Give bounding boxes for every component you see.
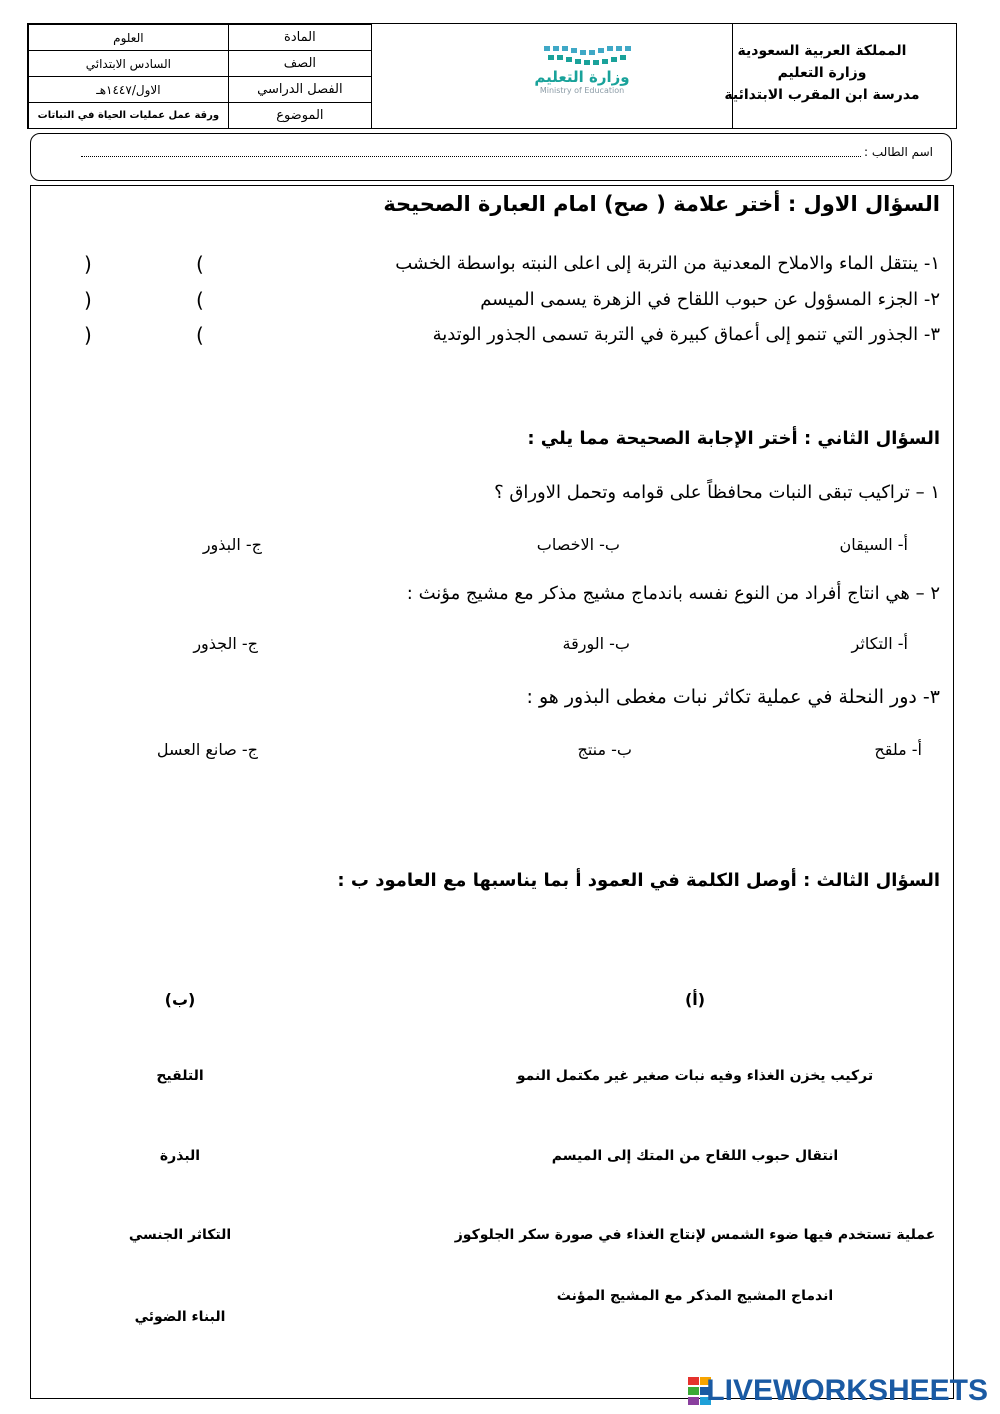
- q1-answer-3-open[interactable]: (: [196, 323, 204, 347]
- liveworksheets-watermark: LIVEWORKSHEETS: [706, 1374, 988, 1407]
- q2-question-2: ٢ – هي انتاج أفراد من النوع نفسه باندماج مشيج مذكر مع مشيج مؤنث :: [406, 583, 940, 604]
- column-a-item-4[interactable]: اندماج المشيج المذكر مع المشيج المؤنث: [556, 1288, 834, 1304]
- q2-q3-option-b[interactable]: ب- منتج: [577, 740, 632, 759]
- q2-q1-option-c[interactable]: ج- البذور: [202, 535, 262, 554]
- student-name-field[interactable]: [81, 156, 861, 157]
- info-table: [28, 24, 372, 129]
- subject-label: المادة: [228, 25, 371, 51]
- grade-value: السادس الابتدائي: [29, 51, 229, 77]
- column-a-header: (أ): [684, 990, 706, 1009]
- q2-q2-option-a[interactable]: أ- التكاثر: [851, 634, 908, 653]
- topic-value: ورقة عمل عمليات الحياة في النباتات: [29, 103, 229, 129]
- q2-question-1: ١ – تراكيب تبقى النبات محافظاً على قوامه وتحمل الاوراق ؟: [494, 482, 940, 503]
- student-name-box[interactable]: [30, 133, 952, 181]
- q2-q2-option-b[interactable]: ب- الورقة: [562, 634, 630, 653]
- header: [27, 23, 957, 129]
- school-name: مدرسة ابن المقرب الابتدائية: [724, 87, 920, 103]
- logo-subtext: Ministry of Education: [539, 86, 625, 95]
- logo-text: وزارة التعليم: [534, 68, 630, 86]
- grade-label: الصف: [228, 51, 371, 77]
- semester-value: الاول/١٤٤٧هـ: [29, 77, 229, 103]
- column-b-item-4[interactable]: البناء الضوئي: [134, 1309, 226, 1325]
- q1-item-3: ٣- الجذور التي تنمو إلى أعماق كبيرة في التربة تسمى الجذور الوتدية: [432, 324, 940, 345]
- topic-label: الموضوع: [228, 103, 371, 129]
- semester-label: الفصل الدراسي: [228, 77, 371, 103]
- column-a-item-2[interactable]: انتقال حبوب اللقاح من المتك إلى الميسم: [551, 1148, 839, 1164]
- q2-q3-option-c[interactable]: ج- صانع العسل: [156, 740, 258, 759]
- school-info: [712, 40, 932, 106]
- q3-title: السؤال الثالث : أوصل الكلمة في العمود أ بما يناسبها مع العامود ب :: [337, 870, 940, 891]
- q2-title: السؤال الثاني : أختر الإجابة الصحيحة مما يلي :: [527, 428, 940, 449]
- column-b-header: (ب): [164, 990, 196, 1009]
- ministry-logo: [372, 24, 733, 128]
- q1-answer-1-open[interactable]: (: [196, 252, 204, 276]
- ministry-name: وزارة التعليم: [777, 65, 867, 81]
- q2-q3-option-a[interactable]: أ- ملقح: [874, 740, 922, 759]
- q1-answer-2-open[interactable]: (: [196, 288, 204, 312]
- column-a-item-1[interactable]: تركيب يخزن الغذاء وفيه نبات صغير غير مكتمل النمو: [516, 1068, 874, 1084]
- q2-q1-option-b[interactable]: ب- الاخصاب: [536, 535, 620, 554]
- subject-value: العلوم: [29, 25, 229, 51]
- column-a-item-3[interactable]: عملية تستخدم فيها ضوء الشمس لإنتاج الغذاء في صورة سكر الجلوكوز: [454, 1227, 936, 1243]
- q1-item-1: ١- ينتقل الماء والاملاح المعدنية من التربة إلى اعلى النبته بواسطة الخشب: [395, 253, 940, 274]
- column-b-item-2[interactable]: البذرة: [159, 1148, 201, 1164]
- q1-answer-1-close[interactable]: ): [84, 252, 92, 276]
- q1-item-2: ٢- الجزء المسؤول عن حبوب اللقاح في الزهرة يسمى الميسم: [480, 289, 940, 310]
- worksheet-frame: [30, 185, 954, 1399]
- q1-answer-2-close[interactable]: ): [84, 288, 92, 312]
- student-name-label: اسم الطالب :: [864, 145, 933, 159]
- column-b-item-1[interactable]: التلقيح: [156, 1068, 204, 1084]
- country-name: المملكة العربية السعودية: [737, 43, 907, 59]
- column-b-item-3[interactable]: التكاثر الجنسي: [128, 1227, 232, 1243]
- q2-question-3: ٣- دور النحلة في عملية تكاثر نبات مغطى البذور هو :: [526, 686, 940, 708]
- q2-q2-option-c[interactable]: ج- الجذور: [193, 634, 258, 653]
- q1-answer-3-close[interactable]: ): [84, 323, 92, 347]
- q2-q1-option-a[interactable]: أ- السيقان: [839, 535, 908, 554]
- q1-title: السؤال الاول : أختر علامة ( صح) امام العبارة الصحيحة: [383, 192, 940, 216]
